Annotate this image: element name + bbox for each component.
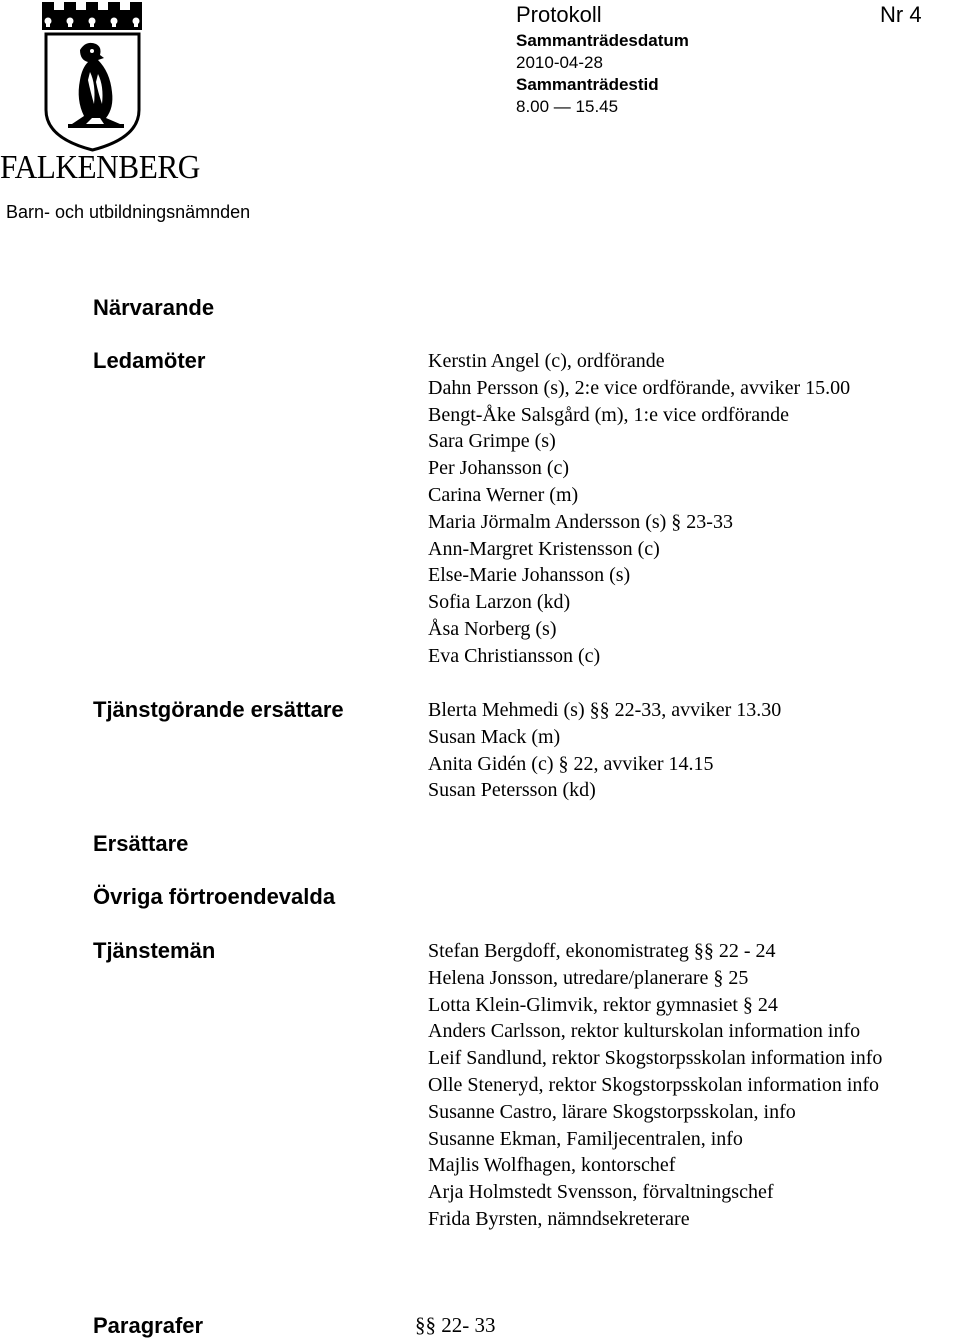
member-item: Kerstin Angel (c), ordförande: [428, 350, 665, 372]
substitutes-label: Ersättare: [93, 831, 189, 856]
municipal-crest: [40, 0, 145, 152]
official-item: Leif Sandlund, rektor Skogstorpsskolan information info: [428, 1047, 883, 1070]
official-item: Lotta Klein-Glimvik, rektor gymnasiet § 24: [428, 993, 778, 1016]
meeting-date-value: 2010-04-28: [516, 53, 603, 72]
paragraphs-value: §§ 22- 33: [415, 1313, 496, 1337]
serving-substitute-item: Blerta Mehmedi (s) §§ 22-33, avviker 13.30: [428, 699, 782, 721]
serving-substitute-item: Susan Petersson (kd): [428, 779, 596, 802]
meeting-time-label: Sammanträdestid: [516, 75, 659, 94]
members-label: Ledamöter: [93, 348, 206, 373]
document-type: Protokoll: [516, 2, 602, 27]
members-list: [428, 348, 850, 670]
member-item: Maria Jörmalm Andersson (s) § 23-33: [428, 510, 733, 533]
member-item: Bengt-Åke Salsgård (m), 1:e vice ordförande: [428, 403, 789, 426]
serving-substitute-item: Susan Mack (m): [428, 725, 561, 748]
municipality-wordmark: FALKENBERG: [0, 149, 200, 186]
member-item: Eva Christiansson (c): [428, 644, 601, 667]
paragraphs-label: Paragrafer: [93, 1313, 204, 1338]
member-item: Ann-Margret Kristensson (c): [428, 537, 660, 560]
committee-name: Barn- och utbildningsnämnden: [6, 202, 251, 222]
official-item: Olle Steneryd, rektor Skogstorpsskolan information info: [428, 1073, 880, 1096]
other-trustees-label: Övriga förtroendevalda: [93, 884, 336, 909]
member-item: Carina Werner (m): [428, 483, 579, 506]
official-item: Susanne Ekman, Familjecentralen, info: [428, 1127, 743, 1150]
member-item: Åsa Norberg (s): [428, 617, 557, 640]
serving-substitutes-list: [428, 697, 781, 804]
officials-label: Tjänstemän: [93, 938, 216, 963]
officials-list: [428, 938, 882, 1233]
document-number: Nr 4: [880, 2, 922, 27]
official-item: Arja Holmstedt Svensson, förvaltningschef: [428, 1181, 774, 1204]
present-heading: Närvarande: [93, 295, 215, 320]
member-item: Else-Marie Johansson (s): [428, 564, 631, 587]
official-item: Susanne Castro, lärare Skogstorpsskolan, info: [428, 1100, 796, 1123]
official-item: Majlis Wolfhagen, kontorschef: [428, 1154, 676, 1177]
serving-substitute-item: Anita Gidén (c) § 22, avviker 14.15: [428, 752, 714, 775]
official-item: Stefan Bergdoff, ekonomistrateg §§ 22 - 24: [428, 940, 776, 962]
serving-substitutes-label: Tjänstgörande ersättare: [93, 697, 344, 722]
member-item: Sofia Larzon (kd): [428, 591, 571, 614]
member-item: Dahn Persson (s), 2:e vice ordförande, avviker 15.00: [428, 376, 851, 399]
member-item: Sara Grimpe (s): [428, 430, 556, 453]
official-item: Anders Carlsson, rektor kulturskolan information info: [428, 1020, 861, 1043]
official-item: Helena Jonsson, utredare/planerare § 25: [428, 966, 749, 989]
member-item: Per Johansson (c): [428, 457, 570, 480]
official-item: Frida Byrsten, nämndsekreterare: [428, 1207, 690, 1230]
meeting-time-value: 8.00 — 15.45: [516, 97, 619, 116]
meeting-date-label: Sammanträdesdatum: [516, 31, 689, 50]
